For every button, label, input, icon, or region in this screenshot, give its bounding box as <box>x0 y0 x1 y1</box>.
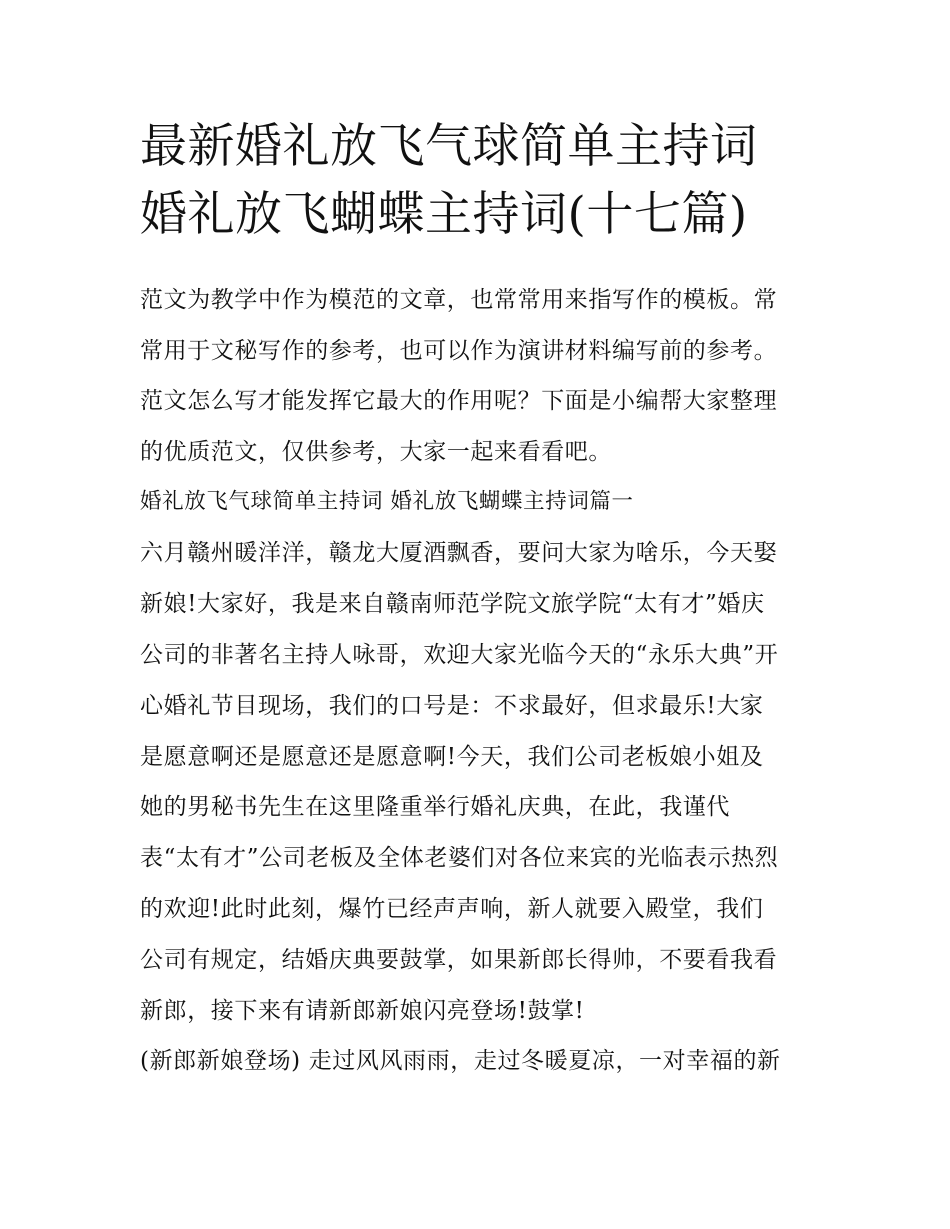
section-line-9: 公司有规定，结婚庆典要鼓掌，如果新郎长得帅，不要看我看 <box>140 947 778 973</box>
section-line-3: 公司的非著名主持人咏哥，欢迎大家光临今天的“永乐大典”开 <box>140 642 779 668</box>
title-line-2: 婚礼放飞蝴蝶主持词(十七篇) <box>140 187 748 242</box>
section-line-2: 新娘!大家好，我是来自赣南师范学院文旅学院“太有才”婚庆 <box>140 591 765 617</box>
section-line-1: 六月赣州暖洋洋，赣龙大厦酒飘香，要问大家为啥乐，今天娶 <box>140 540 778 566</box>
section-line-11: (新郎新娘登场) 走过风风雨雨，走过冬暖夏凉，一对幸福的新 <box>140 1048 781 1074</box>
section-line-8: 的欢迎!此时此刻，爆竹已经声声响，新人就要入殿堂，我们 <box>140 896 764 922</box>
intro-line-4: 的优质范文，仅供参考，大家一起来看看吧。 <box>140 439 612 465</box>
section-heading: 婚礼放飞气球简单主持词 婚礼放飞蝴蝶主持词篇一 <box>140 489 634 514</box>
title-line-1: 最新婚礼放飞气球简单主持词 <box>140 119 758 174</box>
section-line-4: 心婚礼节目现场，我们的口号是：不求最好，但求最乐!大家 <box>140 693 764 719</box>
intro-line-3: 范文怎么写才能发挥它最大的作用呢？下面是小编帮大家整理 <box>140 388 778 414</box>
document-title <box>140 113 840 249</box>
section-line-5: 是愿意啊还是愿意还是愿意啊!今天，我们公司老板娘小姐及 <box>140 744 764 770</box>
section-line-6: 她的男秘书先生在这里隆重举行婚礼庆典，在此，我谨代 <box>140 794 730 820</box>
section-line-7: 表“太有才”公司老板及全体老婆们对各位来宾的光临表示热烈 <box>140 845 779 871</box>
intro-line-2: 常用于文秘写作的参考，也可以作为演讲材料编写前的参考。 <box>140 338 778 364</box>
section-line-10: 新郎，接下来有请新郎新娘闪亮登场!鼓掌! <box>140 998 585 1024</box>
intro-line-1: 范文为教学中作为模范的文章，也常常用来指写作的模板。常 <box>140 287 778 313</box>
